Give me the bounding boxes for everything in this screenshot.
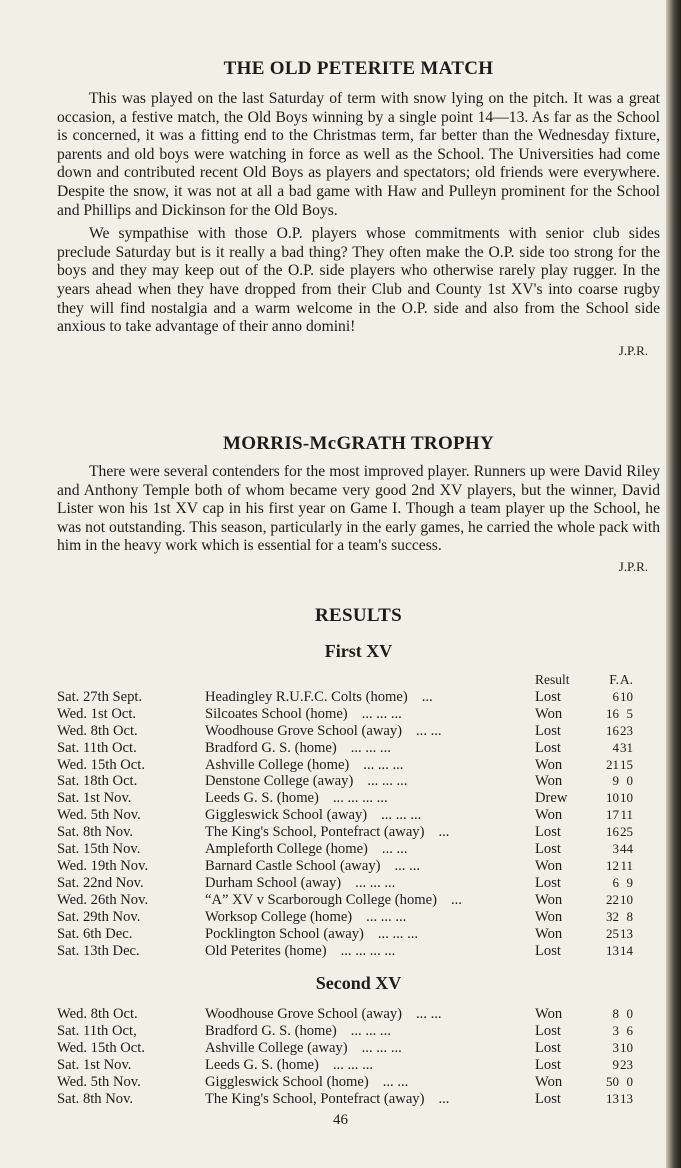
opponent-name: Ashville College (home) [205, 756, 350, 773]
result-column-header: Result [535, 672, 570, 687]
second-xv-heading: Second XV [315, 973, 402, 994]
opponent [205, 1023, 535, 1040]
points-for: 6 [612, 688, 619, 704]
table-row [57, 689, 633, 706]
match-date: Sat. 29th Nov. [57, 908, 141, 925]
points-for: 22 [606, 891, 619, 907]
leader-dots: ... ... ... ... [340, 942, 396, 959]
opponent [205, 757, 535, 774]
signature: J.P.R. [618, 342, 648, 358]
opponent-name: Pocklington School (away) [205, 925, 364, 942]
leader-dots: ... ... [381, 841, 408, 858]
points-for: 13 [606, 942, 619, 958]
match-date: Sat. 1st Nov. [57, 1057, 132, 1074]
opponent [205, 689, 535, 706]
table-row [57, 824, 633, 841]
table-row [57, 1023, 633, 1040]
section-title: THE OLD PETERITE MATCH [223, 58, 494, 79]
match-result: Won [535, 908, 563, 925]
opponent [205, 943, 535, 960]
leader-dots: ... ... ... [355, 874, 396, 891]
match-result: Lost [535, 739, 561, 756]
opponent [205, 807, 535, 824]
opponent-name: Durham School (away) [205, 874, 342, 891]
paragraph: There were several contenders for the most improved player. Runners up were David Riley and Anthony Temple both of whom became very good 2nd XV players, but the winner, David Lister won his 1st XV cap in his first year on Game I. Though a team player up the School, he was not outstanding. This season, particularly in the early games, he carried the whole pack with him in the heavy work which is essential for a team's success. [57, 463, 660, 555]
match-result: Lost [535, 824, 561, 841]
opponent-name: Worksop College (home) [205, 908, 353, 925]
points-against: 23 [620, 1057, 633, 1073]
points-against: 9 [626, 874, 633, 890]
leader-dots: ... ... ... [367, 773, 408, 790]
points-against: 0 [626, 1074, 633, 1090]
leader-dots: ... [438, 1090, 450, 1107]
section-title: MORRIS-McGRATH TROPHY [222, 433, 495, 454]
points-for: 4 [612, 739, 619, 755]
table-row [57, 909, 633, 926]
opponent [205, 790, 535, 807]
match-date: Wed. 1st Oct. [57, 705, 137, 722]
points-against: 15 [620, 756, 633, 772]
opponent [205, 841, 535, 858]
points-for: 25 [606, 925, 619, 941]
table-header-row [57, 672, 633, 689]
table-row [57, 790, 633, 807]
opponent [205, 740, 535, 757]
opponent [205, 858, 535, 875]
leader-dots: ... ... ... [361, 705, 402, 722]
points-for: 10 [606, 790, 619, 806]
points-against: 10 [620, 891, 633, 907]
match-result: Won [535, 1006, 563, 1023]
match-date: Wed. 8th Oct. [57, 1006, 138, 1023]
for-column-header: F. [609, 672, 619, 687]
points-for: 3 [612, 1040, 619, 1056]
leader-dots: ... ... ... [350, 739, 391, 756]
opponent [205, 824, 535, 841]
match-result: Lost [535, 1040, 561, 1057]
table-row [57, 807, 633, 824]
opponent-name: Ashville College (away) [205, 1040, 348, 1057]
match-date: Sat. 11th Oct. [57, 739, 137, 756]
match-date: Wed. 15th Oct. [57, 756, 145, 773]
leader-dots: ... [421, 688, 433, 705]
leader-dots: ... ... [394, 857, 421, 874]
paragraph: This was played on the last Saturday of term with snow lying on the pitch. It was a great occasion, a festive match, the Old Boys winning by a single point 14—13. As far as the School is concerned, it was a fitting end to the Christmas term, far better than the Wednesday fixture, parents and old boys were watching in force as well as the School. The Universities had come down and contributed recent Old Boys as players and spectators; old friends were everywhere. Despite the snow, it was not at all a bad game with Haw and Pulleyn prominent for the School and Phillips and Dickinson for the Old Boys. [57, 90, 660, 219]
opponent [205, 706, 535, 723]
match-result: Won [535, 773, 563, 790]
leader-dots: ... ... [382, 1074, 409, 1091]
table-row [57, 841, 633, 858]
table-row [57, 757, 633, 774]
match-result: Lost [535, 688, 561, 705]
opponent [205, 909, 535, 926]
points-for: 3 [612, 841, 619, 857]
match-result: Won [535, 807, 563, 824]
match-result: Lost [535, 1090, 561, 1107]
match-result: Won [535, 756, 563, 773]
opponent-name: Headingley R.U.F.C. Colts (home) [205, 688, 408, 705]
match-result: Won [535, 1074, 563, 1091]
opponent [205, 1074, 535, 1091]
table-row [57, 1040, 633, 1057]
match-date: Wed. 8th Oct. [57, 722, 138, 739]
results-title: RESULTS [315, 605, 402, 626]
points-for: 32 [606, 908, 619, 924]
points-for: 12 [606, 857, 619, 873]
points-against: 6 [626, 1023, 633, 1039]
points-against: 8 [626, 908, 633, 924]
leader-dots: ... ... ... [366, 908, 407, 925]
opponent-name: Barnard Castle School (away) [205, 857, 381, 874]
points-against: 23 [620, 722, 633, 738]
binding-edge [666, 0, 681, 1168]
match-date: Sat. 8th Nov. [57, 824, 134, 841]
match-date: Wed. 26th Nov. [57, 891, 149, 908]
leader-dots: ... ... ... [332, 1057, 374, 1074]
match-result: Lost [535, 841, 561, 858]
opponent [205, 723, 535, 740]
match-result: Drew [535, 790, 568, 807]
points-against: 11 [620, 857, 633, 873]
points-against: 10 [620, 790, 633, 806]
match-result: Lost [535, 1023, 561, 1040]
points-for: 16 [606, 824, 619, 840]
table-row [57, 1006, 633, 1023]
match-result: Won [535, 705, 563, 722]
points-against: 13 [620, 1090, 633, 1106]
opponent-name: Woodhouse Grove School (away) [205, 1006, 403, 1023]
table-row [57, 723, 633, 740]
first-xv-heading: First XV [324, 641, 393, 661]
opponent-name: Silcoates School (home) [205, 705, 348, 722]
table-row [57, 706, 633, 723]
leader-dots: ... ... ... ... [332, 790, 388, 807]
points-against: 44 [620, 841, 633, 857]
trophy-section [57, 433, 660, 575]
match-result: Won [535, 857, 563, 874]
points-for: 16 [606, 722, 619, 738]
leader-dots: ... ... ... [363, 756, 404, 773]
points-against: 13 [620, 925, 633, 941]
match-date: Sat. 6th Dec. [57, 925, 133, 942]
table-row [57, 875, 633, 892]
opponent-name: Leeds G. S. (home) [205, 1057, 319, 1074]
leader-dots: ... ... [416, 722, 442, 739]
table-row [57, 1091, 633, 1108]
leader-dots: ... ... ... [381, 807, 422, 824]
match-date: Sat. 27th Sept. [57, 688, 143, 705]
points-for: 9 [612, 773, 619, 789]
page-number: 46 [333, 1112, 348, 1128]
table-row [57, 943, 633, 960]
opponent-name: Bradford G. S. (home) [205, 1023, 337, 1040]
opponent-name: The King's School, Pontefract (away) [205, 824, 425, 841]
match-date: Sat. 8th Nov. [57, 1090, 134, 1107]
match-date: Wed. 19th Nov. [57, 857, 149, 874]
match-date: Sat. 15th Nov. [57, 841, 141, 858]
match-date: Sat. 18th Oct. [57, 773, 138, 790]
paragraph: We sympathise with those O.P. players whose commitments with senior club sides preclude Saturday but is it really a bad thing? They often make the O.P. side too strong for the boys and they may keep out of the O.P. side players who otherwise rarely play rugger. In the years ahead when they have dropped from their Club and County 1st XV's into coarse rugby they will find nostalgia and a warm welcome in the O.P. side and also from the School side anxious to take advantage of their anno domini! [57, 225, 660, 336]
opponent-name: Denstone College (away) [205, 773, 354, 790]
match-date: Sat. 11th Oct, [57, 1023, 137, 1040]
leader-dots: ... ... [416, 1006, 442, 1023]
table-row [57, 892, 633, 909]
opponent-name: Ampleforth College (home) [205, 841, 368, 858]
points-for: 16 [606, 705, 619, 721]
opponent [205, 1057, 535, 1074]
opponent [205, 892, 535, 909]
points-for: 17 [606, 807, 619, 823]
opponent-name: Giggleswick School (home) [205, 1074, 369, 1091]
table-row [57, 926, 633, 943]
points-for: 13 [606, 1090, 619, 1106]
points-against: 31 [620, 739, 633, 755]
leader-dots: ... ... ... [377, 925, 419, 942]
points-against: 0 [626, 773, 633, 789]
second-xv-table [57, 1006, 633, 1107]
points-against: 10 [620, 688, 633, 704]
leader-dots: ... ... ... [350, 1023, 391, 1040]
opponent [205, 773, 535, 790]
match-date: Sat. 1st Nov. [57, 790, 132, 807]
match-result: Won [535, 891, 563, 908]
leader-dots: ... [438, 824, 450, 841]
leader-dots: ... [450, 891, 462, 908]
match-date: Sat. 22nd Nov. [57, 874, 144, 891]
points-for: 50 [606, 1074, 619, 1090]
points-against: 5 [626, 705, 633, 721]
points-for: 6 [612, 874, 619, 890]
match-result: Lost [535, 874, 561, 891]
table-row [57, 1057, 633, 1074]
points-for: 3 [612, 1023, 619, 1039]
opponent [205, 1091, 535, 1108]
points-for: 9 [612, 1057, 619, 1073]
points-against: 0 [626, 1006, 633, 1022]
opponent-name: Giggleswick School (away) [205, 807, 368, 824]
points-against: 14 [620, 942, 633, 958]
match-date: Wed. 5th Nov. [57, 807, 141, 824]
signature: J.P.R. [618, 558, 648, 574]
opponent-name: Woodhouse Grove School (away) [205, 722, 403, 739]
match-result: Lost [535, 942, 561, 959]
first-xv-table [57, 672, 633, 959]
opponent-name: Bradford G. S. (home) [205, 739, 337, 756]
opponent-name: Leeds G. S. (home) [205, 790, 319, 807]
old-peterite-section [57, 58, 660, 359]
against-column-header: A. [619, 672, 633, 687]
match-result: Won [535, 925, 563, 942]
opponent-name: The King's School, Pontefract (away) [205, 1090, 425, 1107]
table-row [57, 773, 633, 790]
match-date: Sat. 13th Dec. [57, 942, 140, 959]
results-section [57, 605, 660, 1108]
opponent [205, 875, 535, 892]
leader-dots: ... ... ... [361, 1040, 402, 1057]
match-result: Lost [535, 722, 561, 739]
match-date: Wed. 15th Oct. [57, 1040, 145, 1057]
opponent-name: “A” XV v Scarborough College (home) [205, 891, 437, 908]
match-date: Wed. 5th Nov. [57, 1074, 141, 1091]
opponent-name: Old Peterites (home) [205, 942, 327, 959]
points-for: 21 [606, 756, 619, 772]
opponent [205, 1006, 535, 1023]
table-row [57, 740, 633, 757]
opponent [205, 1040, 535, 1057]
opponent [205, 926, 535, 943]
match-result: Lost [535, 1057, 561, 1074]
table-row [57, 1074, 633, 1091]
table-row [57, 858, 633, 875]
points-for: 8 [612, 1006, 619, 1022]
points-against: 25 [620, 824, 633, 840]
points-against: 10 [620, 1040, 633, 1056]
points-against: 11 [620, 807, 633, 823]
